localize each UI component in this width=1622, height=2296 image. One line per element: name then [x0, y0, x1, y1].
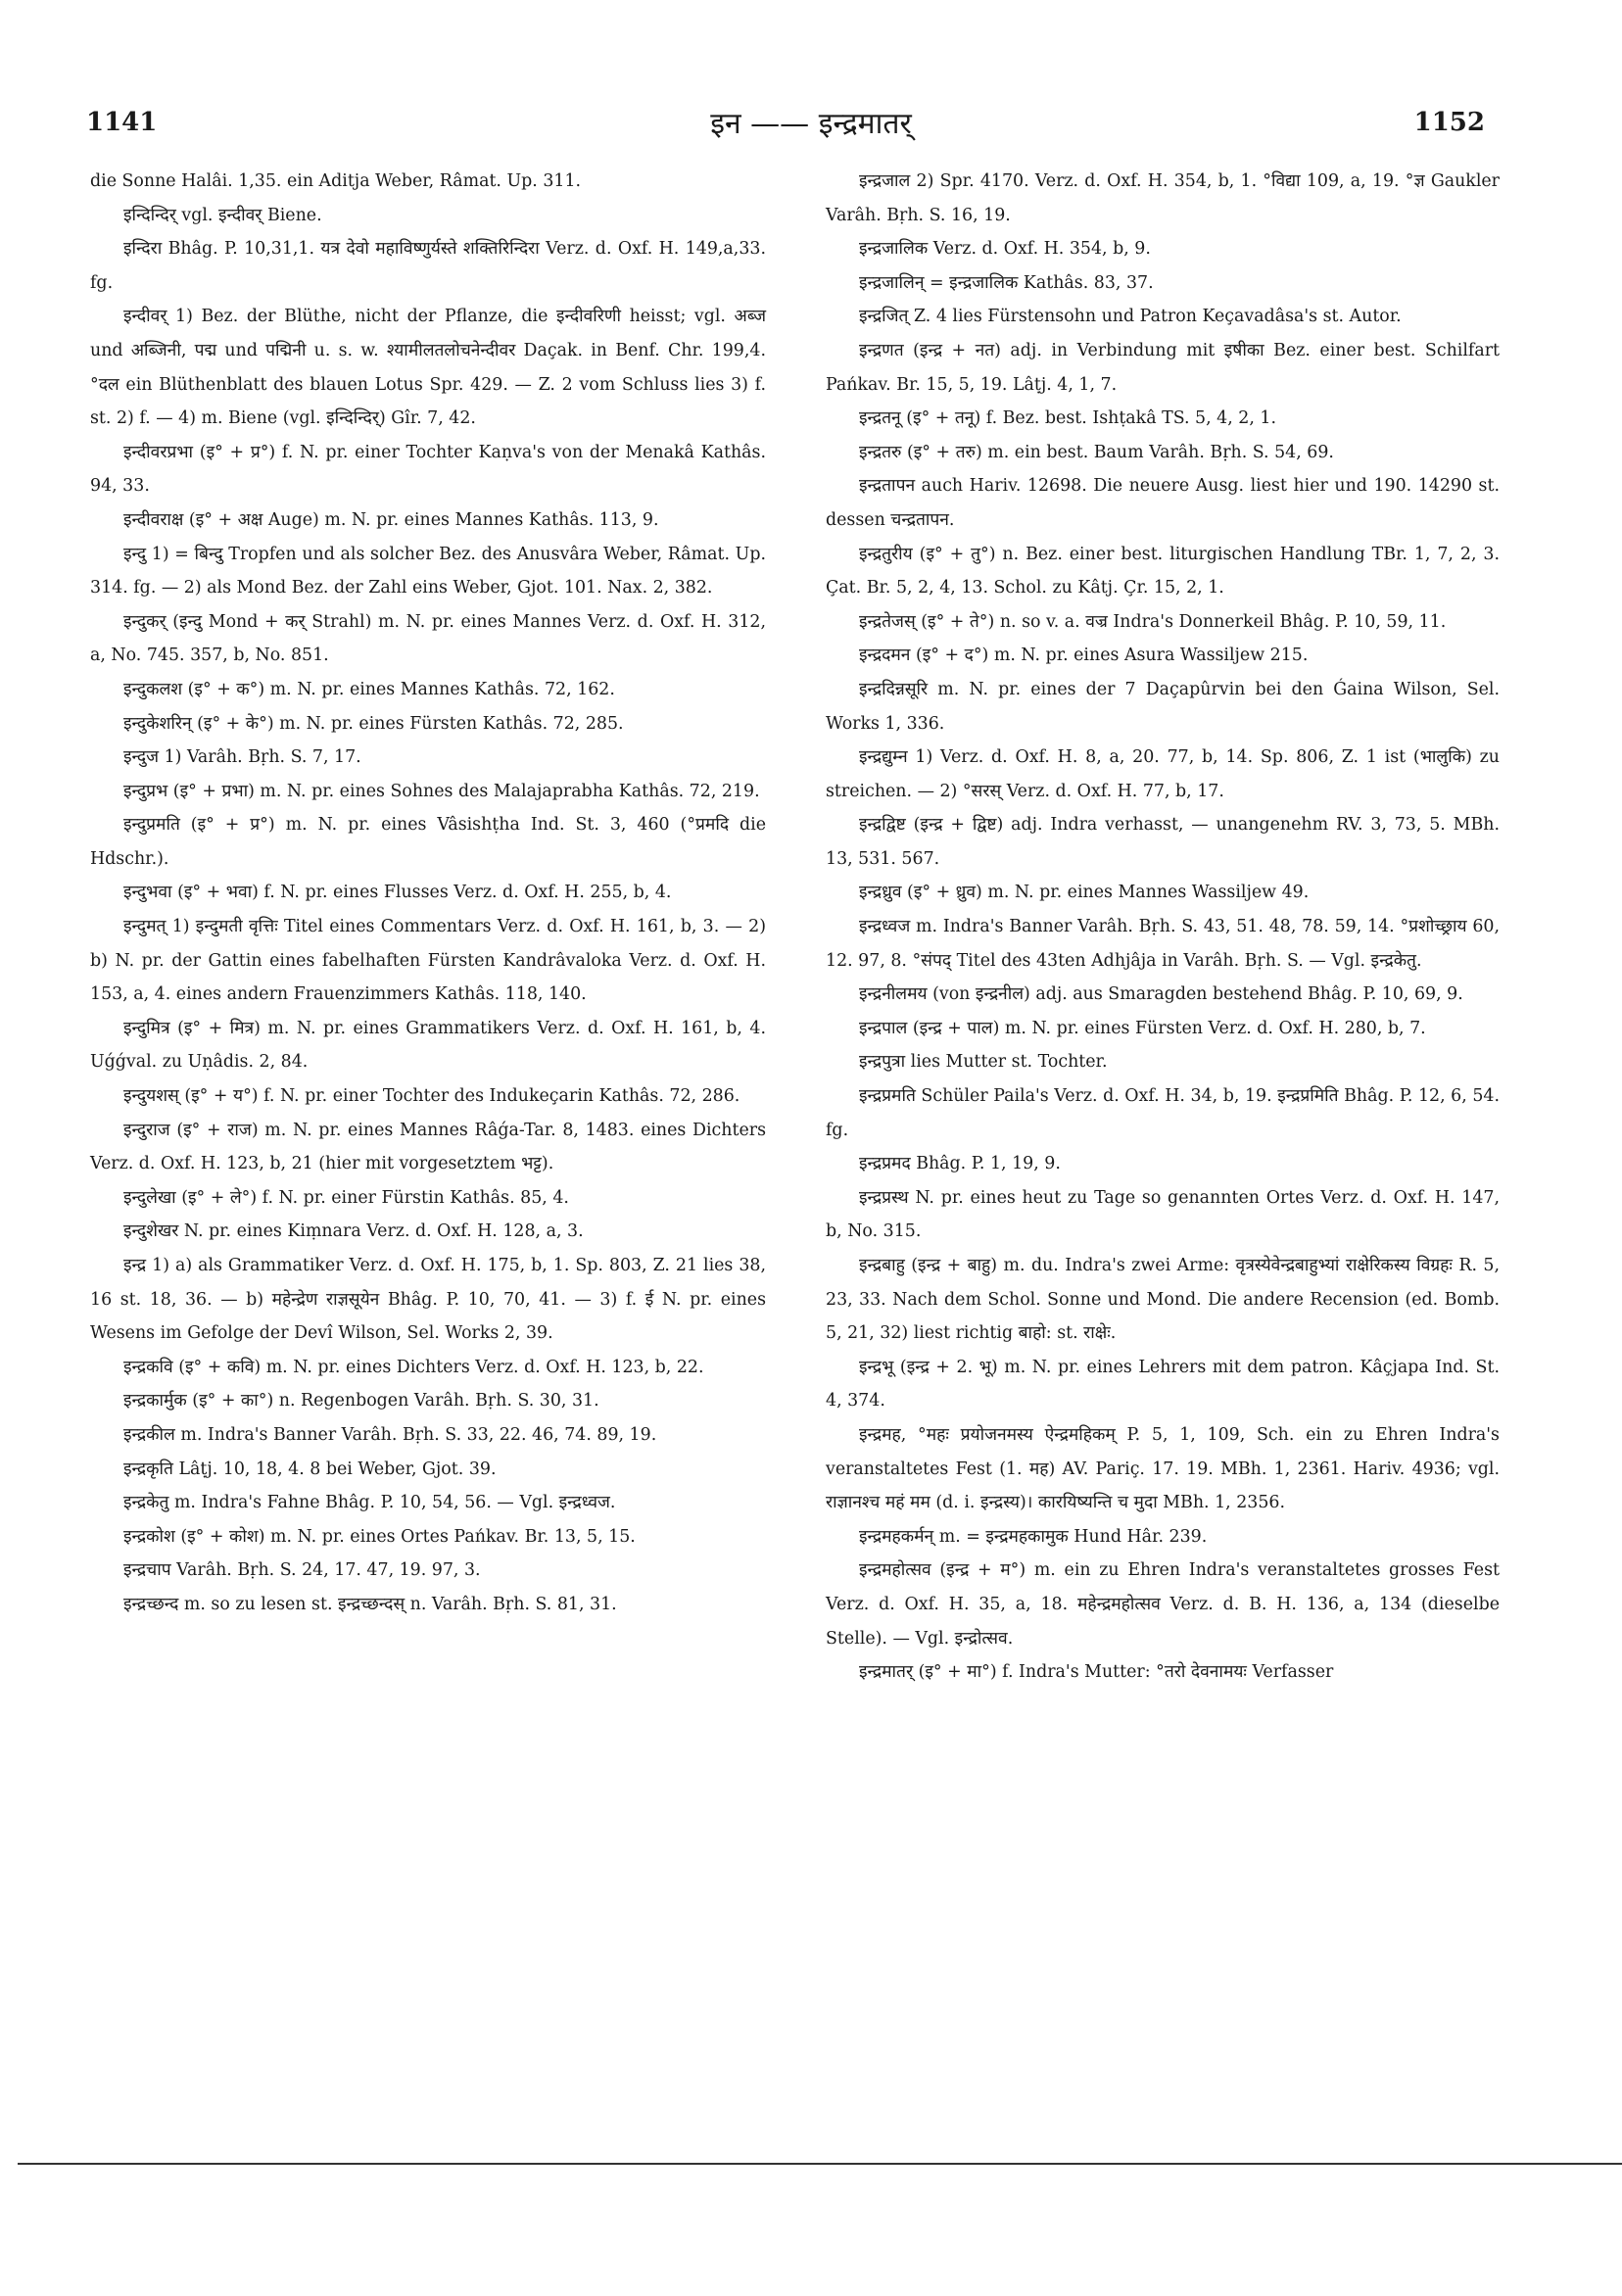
left-column	[90, 165, 766, 1622]
dictionary-entry: इन्द्रकवि (इ° + कवि) m. N. pr. eines Dichters Verz. d. Oxf. H. 123, b, 22.	[123, 1357, 704, 1377]
dictionary-entry: इन्द्रतरु (इ° + तरु) m. ein best. Baum Varâh. Bṛh. S. 54, 69.	[859, 442, 1334, 462]
dictionary-entry: इन्द्रणत (इन्द्र + नत) adj. in Verbindung mit इषीका Bez. einer best. Schilfart Pańkav. Br. 15, 5, 19. Lâṭj. 4, 1, 7.	[826, 340, 1500, 395]
dictionary-entry: इन्दुकेशरिन् (इ° + के°) m. N. pr. eines Fürsten Kathâs. 72, 285.	[123, 713, 624, 734]
right-column	[826, 165, 1500, 1690]
dictionary-entry: इन्द्रप्रस्थ N. pr. eines heut zu Tage so genannten Ortes Verz. d. Oxf. H. 147, b, No. 315.	[826, 1187, 1500, 1242]
dictionary-entry: इन्दीवर् 1) Bez. der Blüthe, nicht der Pflanze, die इन्दीवरिणी heisst; vgl. अब्ज und अब्जिनी, पद्म und पद्मिनी u. s. w. श्यामीलतलोचनेन्दीवर Daçak. in Benf. Chr. 199,4. °दल ein Blüthenblatt des blauen Lotus Spr. 429. — Z. 2 vom Schluss lies 3) f. st. 2) f. — 4) m. Biene (vgl. इन्दिन्दिर्) Gîr. 7, 42.	[90, 307, 766, 429]
dictionary-entry: इन्द्रमह, °महः प्रयोजनमस्य ऐन्द्रमहिकम् P. 5, 1, 109, Sch. ein zu Ehren Indra's veranstaltetes Fest (1. मह) AV. Pariç. 17. 19. MBh. 1, 2361. Hariv. 4936; vgl. राज्ञानश्च महं मम (d. i. इन्द्रस्य)। कारयिष्यन्ति च मुदा MBh. 1, 2356.	[826, 1424, 1500, 1513]
dictionary-entry: इन्द्रजालिक Verz. d. Oxf. H. 354, b, 9.	[859, 239, 1151, 260]
dictionary-entry: इन्दुप्रमति (इ° + प्र°) m. N. pr. eines Vâsishṭha Ind. St. 3, 460 (°प्रमदि die Hdschr.).	[90, 815, 766, 869]
dictionary-entry: इन्द्रनीलमय (von इन्द्रनील) adj. aus Smaragden bestehend Bhâg. P. 10, 69, 9.	[859, 984, 1463, 1005]
dictionary-entry: इन्द्रपुत्रा lies Mutter st. Tochter.	[859, 1052, 1108, 1073]
running-headwords: इन —— इन्द्रमातर्	[710, 107, 912, 141]
dictionary-entry: इन्द्रध्रुव (इ° + ध्रुव) m. N. pr. eines Mannes Wassiljew 49.	[859, 883, 1310, 903]
dictionary-entry: इन्द्रपाल (इन्द्र + पाल) m. N. pr. eines Fürsten Verz. d. Oxf. H. 280, b, 7.	[859, 1018, 1426, 1038]
dictionary-entry: इन्द्रजालिन् = इन्द्रजालिक Kathâs. 83, 37.	[859, 272, 1154, 293]
dictionary-entry: इन्द्रतनू (इ° + तनू) f. Bez. best. Ishṭakâ TS. 5, 4, 2, 1.	[859, 408, 1277, 429]
dictionary-entry: इन्द्रतापन auch Hariv. 12698. Die neuere Ausg. liest hier und 190. 14290 st. dessen चन्द्रतापन.	[826, 476, 1500, 530]
dictionary-entry: इन्दुलेखा (इ° + ले°) f. N. pr. einer Fürstin Kathâs. 85, 4.	[123, 1187, 569, 1208]
dictionary-entry: इन्द्रकेतु m. Indra's Fahne Bhâg. P. 10, 54, 56. — Vgl. इन्द्रध्वज.	[123, 1493, 616, 1513]
dictionary-entry: इन्दिन्दिर् vgl. इन्दीवर् Biene.	[123, 205, 322, 225]
dictionary-entry: इन्द्र 1) a) als Grammatiker Verz. d. Oxf. H. 175, b, 1. Sp. 803, Z. 21 lies 38, 16 st. 18, 36. — b) महेन्द्रेण राज्ञसूयेन Bhâg. P. 10, 70, 41. — 3) f. ई N. pr. eines Wesens im Gefolge der Devî Wilson, Sel. Works 2, 39.	[90, 1256, 766, 1344]
dictionary-entry: इन्द्रकृति Lâṭj. 10, 18, 4. 8 bei Weber, Gjot. 39.	[123, 1459, 497, 1479]
dictionary-entry: इन्द्रप्रमति Schüler Paila's Verz. d. Oxf. H. 34, b, 19. इन्द्रप्रमिति Bhâg. P. 12, 6, 54. fg.	[826, 1086, 1500, 1140]
dictionary-entry: इन्द्रतेजस् (इ° + ते°) n. so v. a. वज्र Indra's Donnerkeil Bhâg. P. 10, 59, 11.	[859, 611, 1447, 632]
dictionary-entry: इन्दुमित्र (इ° + मित्र) m. N. pr. eines Grammatikers Verz. d. Oxf. H. 161, b, 4. Uǵǵval. zu Uṇâdis. 2, 84.	[90, 1018, 766, 1073]
dictionary-entry: इन्द्रदिन्नसूरि m. N. pr. eines der 7 Daçapûrvin bei den Ǵaina Wilson, Sel. Works 1, 336.	[826, 679, 1500, 734]
dictionary-entry: इन्दुप्रभ (इ° + प्रभा) m. N. pr. eines Sohnes des Malajaprabha Kathâs. 72, 219.	[123, 781, 760, 801]
dictionary-entry: इन्द्रजित् Z. 4 lies Fürstensohn und Patron Keçavadâsa's st. Autor.	[859, 307, 1402, 327]
dictionary-entry: इन्द्रतुरीय (इ° + तु°) n. Bez. einer best. liturgischen Handlung TBr. 1, 7, 2, 3. Çat. Br. 5, 2, 4, 13. Schol. zu Kâtj. Çr. 15, 2, 1.	[826, 544, 1500, 598]
dictionary-entry: इन्द्रद्विष्ट (इन्द्र + द्विष्ट) adj. Indra verhasst, — unangenehm RV. 3, 73, 5. MBh. 13, 531. 567.	[826, 815, 1500, 869]
dictionary-entry: इन्द्रबाहु (इन्द्र + बाहु) m. du. Indra's zwei Arme: वृत्रस्येवेन्द्रबाहुभ्यां राक्षेरिकस्य विग्रहः R. 5, 23, 33. Nach dem Schol. Sonne und Mond. Die andere Recension (ed. Bomb. 5, 21, 32) liest richtig बाहो: st. राक्षेः.	[826, 1256, 1500, 1344]
dictionary-entry: इन्दुभवा (इ° + भवा) f. N. pr. eines Flusses Verz. d. Oxf. H. 255, b, 4.	[123, 883, 672, 903]
dictionary-entry: इन्दुकलश (इ° + क°) m. N. pr. eines Mannes Kathâs. 72, 162.	[123, 679, 615, 699]
dictionary-entry: इन्द्रमातर् (इ° + मा°) f. Indra's Mutter: °तरो देवनामयः Verfasser	[859, 1662, 1334, 1683]
footer-rule	[18, 2163, 1622, 2165]
dictionary-entry: इन्दुशेखर N. pr. eines Kiṃnara Verz. d. Oxf. H. 128, a, 3.	[123, 1221, 584, 1242]
dictionary-entry: इन्द्रध्वज m. Indra's Banner Varâh. Bṛh. S. 43, 51. 48, 78. 59, 14. °प्रशोच्छ्राय 60, 12. 97, 8. °संपद् Titel des 43ten Adhjâja in Varâh. Bṛh. S. — Vgl. इन्द्रकेतु.	[826, 917, 1500, 971]
dictionary-entry: इन्दुज 1) Varâh. Bṛh. S. 7, 17.	[123, 747, 361, 768]
dictionary-entry: इन्द्रद्युम्न 1) Verz. d. Oxf. H. 8, a, 20. 77, b, 14. Sp. 806, Z. 1 ist (भालुकि) zu streichen. — 2) °सरस् Verz. d. Oxf. H. 77, b, 17.	[826, 747, 1500, 801]
page-number-left: 1141	[86, 108, 158, 137]
dictionary-entry: इन्दुमत् 1) इन्दुमती वृत्तिः Titel eines Commentars Verz. d. Oxf. H. 161, b, 3. — 2) b) N. pr. der Gattin eines fabelhaften Fürsten Kandrâvaloka Verz. d. Oxf. H. 153, a, 4. eines andern Frauenzimmers Kathâs. 118, 140.	[90, 917, 766, 1005]
dictionary-entry: इन्द्रच्छन्द m. so zu lesen st. इन्द्रच्छन्दस् n. Varâh. Bṛh. S. 81, 31.	[123, 1594, 617, 1614]
dictionary-entry: इन्दु 1) = बिन्दु Tropfen und als solcher Bez. des Anusvâra Weber, Râmat. Up. 314. fg. — 2) als Mond Bez. der Zahl eins Weber, Gjot. 101. Nax. 2, 382.	[90, 544, 766, 598]
dictionary-entry: इन्द्रप्रमद Bhâg. P. 1, 19, 9.	[859, 1154, 1061, 1174]
dictionary-entry: इन्दुयशस् (इ° + य°) f. N. pr. einer Tochter des Indukeçarin Kathâs. 72, 286.	[123, 1086, 740, 1107]
page-number-right: 1152	[1413, 108, 1485, 137]
dictionary-entry: इन्दीवरप्रभा (इ° + प्र°) f. N. pr. einer Tochter Kaṇva's von der Menakâ Kathâs. 94, 33.	[90, 442, 766, 497]
dictionary-entry: इन्द्रकील m. Indra's Banner Varâh. Bṛh. S. 33, 22. 46, 74. 89, 19.	[123, 1424, 657, 1445]
dictionary-entry: इन्द्रभू (इन्द्र + 2. भू) m. N. pr. eines Lehrers mit dem patron. Kâçjapa Ind. St. 4, 374.	[826, 1357, 1500, 1411]
dictionary-entry: इन्दिरा Bhâg. P. 10,31,1. यत्र देवो महाविष्णुर्यस्ते शक्तिरिन्दिरा Verz. d. Oxf. H. 149,a,33. fg.	[90, 239, 766, 293]
dictionary-entry: इन्द्रमहोत्सव (इन्द्र + म°) m. ein zu Ehren Indra's veranstaltetes grosses Fest Verz. d. Oxf. H. 35, a, 18. महेन्द्रमहोत्सव Verz. d. B. H. 136, a, 134 (dieselbe Stelle). — Vgl. इन्द्रोत्सव.	[826, 1560, 1500, 1649]
dictionary-entry: इन्दुराज (इ° + राज) m. N. pr. eines Mannes Râǵa-Tar. 8, 1483. eines Dichters Verz. d. Oxf. H. 123, b, 21 (hier mit vorgesetztem भट्ट).	[90, 1120, 766, 1174]
dictionary-entry: इन्दुकर् (इन्दु Mond + कर् Strahl) m. N. pr. eines Mannes Verz. d. Oxf. H. 312, a, No. 745. 357, b, No. 851.	[90, 611, 766, 666]
dictionary-entry: इन्द्रजाल 2) Spr. 4170. Verz. d. Oxf. H. 354, b, 1. °विद्या 109, a, 19. °ज्ञ Gaukler Varâh. Bṛh. S. 16, 19.	[826, 171, 1500, 225]
dictionary-entry: die Sonne Halâi. 1,35. ein Aditja Weber, Râmat. Up. 311.	[90, 171, 582, 191]
dictionary-entry: इन्द्रमहकर्मन् m. = इन्द्रमहकामुक Hund Hâr. 239.	[859, 1526, 1208, 1547]
dictionary-entry: इन्द्रकोश (इ° + कोश) m. N. pr. eines Ortes Pańkav. Br. 13, 5, 15.	[123, 1526, 636, 1547]
dictionary-entry: इन्द्रदमन (इ° + द°) m. N. pr. eines Asura Wassiljew 215.	[859, 646, 1309, 666]
dictionary-entry: इन्द्रकार्मुक (इ° + का°) n. Regenbogen Varâh. Bṛh. S. 30, 31.	[123, 1391, 599, 1411]
dictionary-entry: इन्द्रचाप Varâh. Bṛh. S. 24, 17. 47, 19. 97, 3.	[123, 1560, 481, 1581]
dictionary-entry: इन्दीवराक्ष (इ° + अक्ष Auge) m. N. pr. eines Mannes Kathâs. 113, 9.	[123, 509, 659, 530]
